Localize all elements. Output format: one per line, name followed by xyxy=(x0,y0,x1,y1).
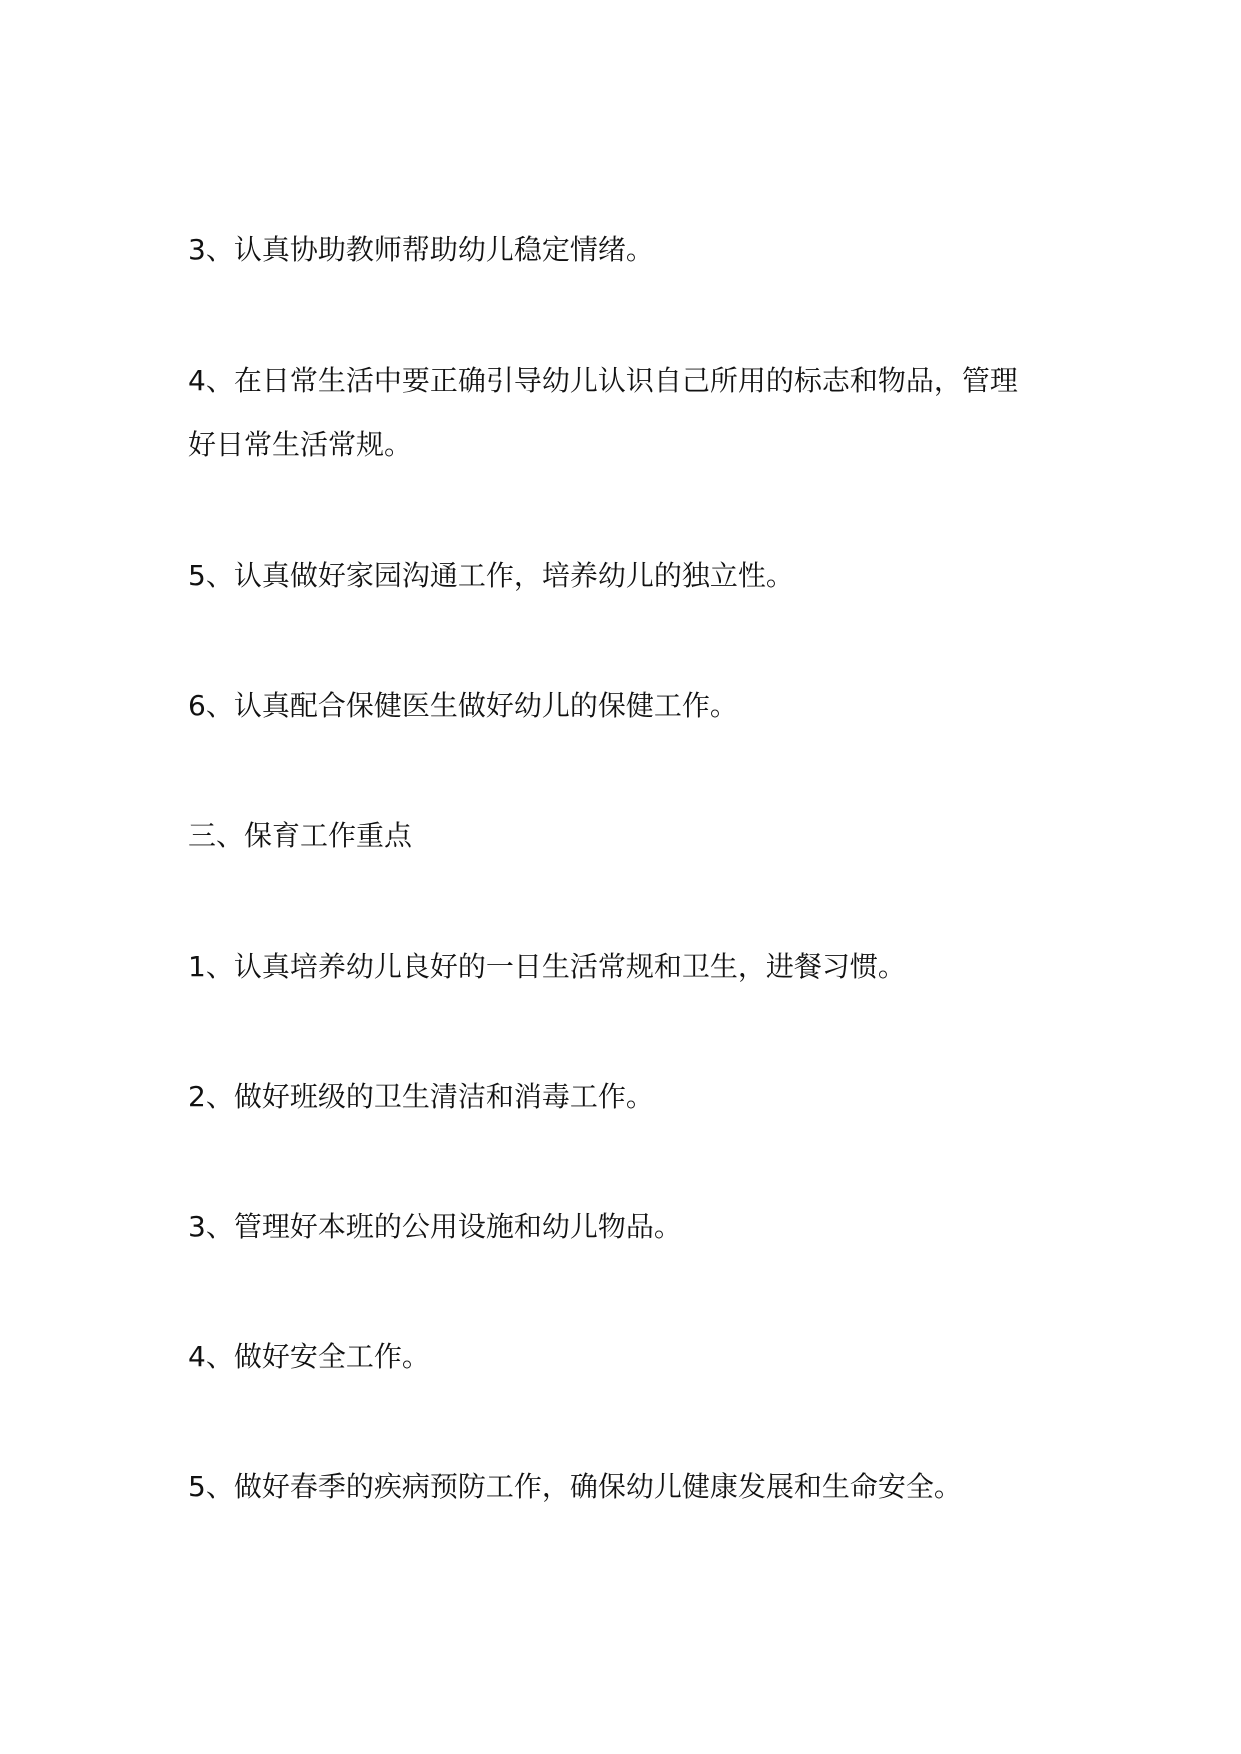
focus-item-4-safety: 4、做好安全工作。 xyxy=(188,1340,430,1373)
paragraph-item-3-emotions: 3、认真协助教师帮助幼儿稳定情绪。 xyxy=(188,233,654,266)
paragraph-item-5-communication: 5、认真做好家园沟通工作，培养幼儿的独立性。 xyxy=(188,559,794,592)
focus-item-1-routine: 1、认真培养幼儿良好的一日生活常规和卫生，进餐习惯。 xyxy=(188,950,906,983)
focus-item-2-cleaning: 2、做好班级的卫生清洁和消毒工作。 xyxy=(188,1080,654,1113)
section-heading-childcare-focus: 三、保育工作重点 xyxy=(188,819,413,852)
paragraph-item-6-health: 6、认真配合保健医生做好幼儿的保健工作。 xyxy=(188,689,738,722)
paragraph-item-4-line-2: 好日常生活常规。 xyxy=(188,428,413,461)
paragraph-item-4-line-1: 4、在日常生活中要正确引导幼儿认识自己所用的标志和物品，管理 xyxy=(188,364,1018,397)
focus-item-5-prevention: 5、做好春季的疾病预防工作，确保幼儿健康发展和生命安全。 xyxy=(188,1470,962,1503)
focus-item-3-facilities: 3、管理好本班的公用设施和幼儿物品。 xyxy=(188,1210,682,1243)
